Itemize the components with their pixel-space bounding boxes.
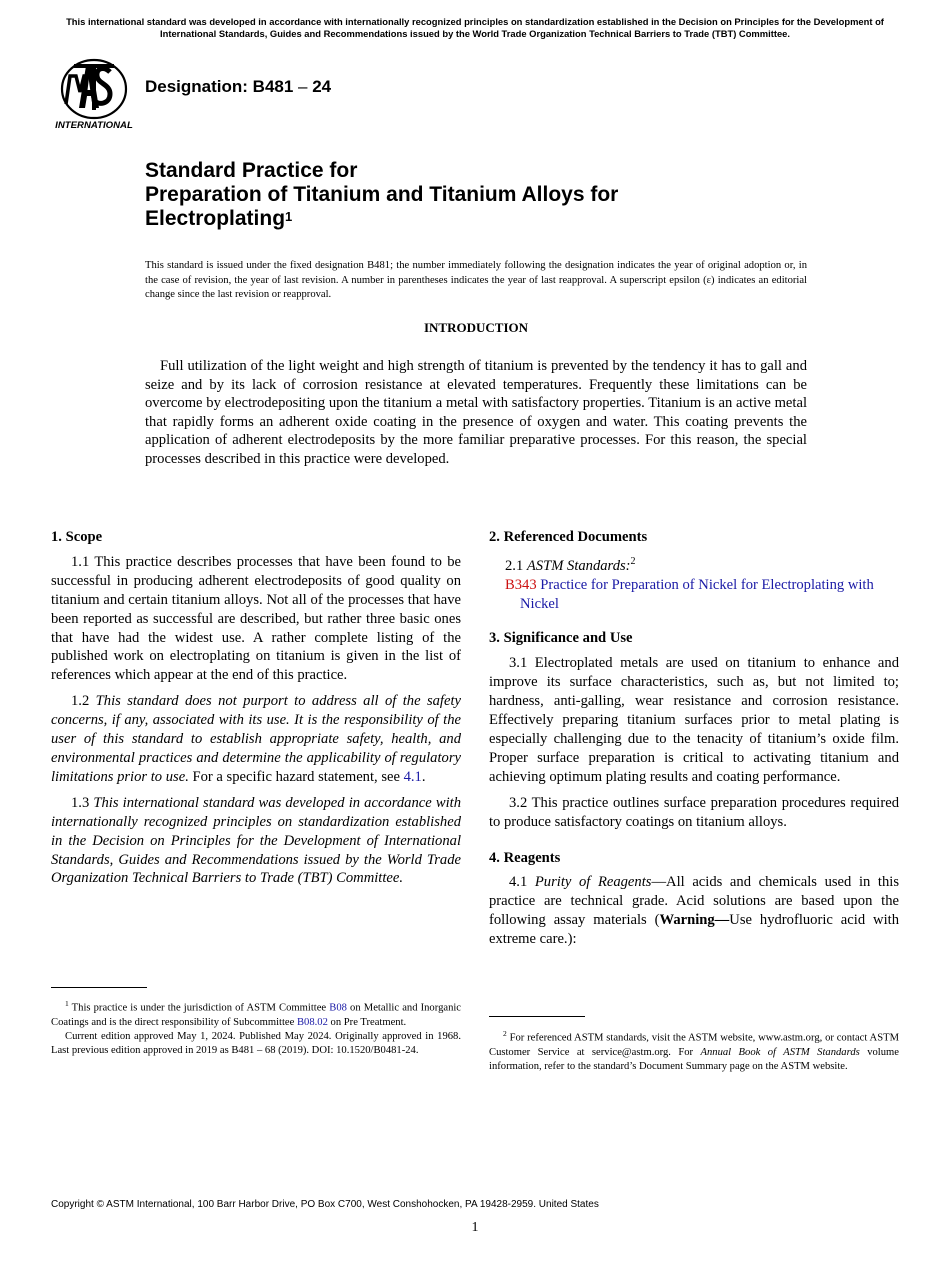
title-line-3: Electroplating$^1$ bbox=[145, 207, 293, 230]
astm-logo-icon bbox=[52, 56, 136, 132]
significance-paragraph-3-1: 3.1 Electroplated metals are used on titanium to enhance and improve its surface characteristics, such as, but not limited to; hardness, anti-galling, wear resistance and corrosion resistance. Effectively preparing titanium surfaces prior to metal plating is especially challenging due to the tenacity of titanium’s oxide film. Proper surface preparation is critical to activating titanium and achieving optimum plating results and coating performance. bbox=[489, 655, 899, 785]
reference-code[interactable]: B343 bbox=[505, 576, 537, 593]
introduction-text: Full utilization of the light weight and high strength of titanium is prevented by the tendency it has to gall and seize and by its lack of corrosion resistance at elevated temperatures. Frequently these limitations can be overcome by electrodepositing upon the titanium a metal with satisfactory properties. Titanium is an active metal that rapidly forms an adherent oxide coating in the presence of oxygen and water. This coating prevents the application of adherent electrodeposits by the more familiar preparative processes. For this reason, the special processes described in this practice were developed. bbox=[145, 358, 807, 467]
page-number: 1 bbox=[471, 1220, 479, 1235]
designation-dash: – bbox=[293, 77, 313, 96]
footnote-2: $^2$ For referenced ASTM standards, visit the ASTM website, www.astm.org, or contact ASTM Customer Service at service@astm.org. For Annual Book of ASTM Standards volume information, refer to the standard’s Document Summary page on the ASTM website. bbox=[489, 1029, 899, 1072]
title-footnote-mark[interactable]: 1 bbox=[285, 209, 293, 224]
section-reagents-heading: 4. Reagents bbox=[489, 849, 561, 866]
issuance-statement: This standard is issued under the fixed designation B481; the number immediately following the designation indicates the year of original adoption or, in the case of revision, the year of last revision. A number in parentheses indicates the year of last reapproval. A superscript epsilon (ε) indicates an editorial change since the last revision or reapproval. bbox=[145, 260, 807, 300]
section-scope-heading: 1. Scope bbox=[51, 529, 103, 545]
right-column bbox=[489, 528, 899, 956]
section-significance-heading: 3. Significance and Use bbox=[489, 630, 633, 647]
astm-standards-lead: 2.1 ASTM Standards:$^2$ bbox=[505, 555, 636, 574]
document-title bbox=[145, 159, 845, 231]
footnote-1 bbox=[51, 997, 461, 1058]
section-referenced-documents-heading: 2. Referenced Documents bbox=[489, 529, 648, 545]
significance-paragraph-3-2: 3.2 This practice outlines surface preparation procedures required to produce satisfactory coatings on titanium alloys. bbox=[489, 794, 899, 830]
introduction-heading: INTRODUCTION bbox=[423, 320, 528, 335]
footnote-2-mark[interactable]: 2 bbox=[630, 555, 636, 567]
reference-item-b343[interactable] bbox=[489, 576, 899, 614]
left-column bbox=[51, 528, 461, 895]
top-notice: This international standard was developed in accordance with internationally recognized principles on standardization established in the Decision on Principles for the Development of International Standards, Guides and Recommendations issued by the World Trade Organization Technical Barriers to Trade (TBT) Committee. bbox=[66, 16, 884, 39]
reagents-paragraph-4-1: 4.1 Purity of Reagents—All acids and chemicals used in this practice are technical grade. Acid solutions are based upon the following assay materials (Warning—Use hydrofluoric acid with extreme care.): bbox=[489, 874, 900, 948]
title-line-2: Preparation of Titanium and Titanium Alloys for bbox=[145, 183, 619, 206]
title-line-1: Standard Practice for bbox=[145, 159, 358, 182]
scope-paragraph-1-2: 1.2 This standard does not purport to address all of the safety concerns, if any, associated with its use. It is the responsibility of the user of this standard to establish appropriate safety, health, and environmental practices and determine the applicability of regulatory limitations prior to use. For a specific hazard statement, see 4.1. bbox=[51, 693, 461, 785]
footnote-1-edition: Current edition approved May 1, 2024. Published May 2024. Originally approved in 1968. Last previous edition approved in 2019 as B481 – 68 (2019). DOI: 10.1520/B0481-24. bbox=[51, 1030, 461, 1057]
scope-paragraph-1-3: 1.3 This international standard was developed in accordance with internationally recognized principles on standardization established in the Decision on Principles for the Development of International Standards, Guides and Recommendations issued by the World Trade Organization Technical Barriers to Trade (TBT) Committee. bbox=[51, 794, 462, 887]
scope-paragraph-1-1: 1.1 This practice describes processes that have been found to be successful in producing adherent electrodeposits of good quality on titanium and certain titanium alloys. Not all of the processes that have been reported as successful are described, but rather three basic ones that have had the widest use. A rather complete listing of the published work on electroplating on titanium is given in the list of references which appear at the end of this practice. bbox=[51, 553, 461, 684]
footnote-rule-left bbox=[51, 987, 147, 988]
hazard-link-4-1[interactable]: 4.1 bbox=[403, 768, 422, 785]
footnote-1-jurisdiction: $^1$ This practice is under the jurisdiction of ASTM Committee B08 on Metallic and Inorganic Coatings and is the direct responsibility of Subcommittee B08.02 on Pre Treatment. bbox=[51, 999, 462, 1028]
designation-label: Designation: B481 bbox=[145, 77, 294, 96]
designation bbox=[145, 77, 331, 97]
logo-wordmark: INTERNATIONAL bbox=[55, 120, 133, 131]
subcommittee-b08-02-link[interactable]: B08.02 bbox=[296, 1016, 328, 1028]
designation-year: 24 bbox=[312, 77, 332, 96]
footnote-rule-right bbox=[489, 1016, 585, 1017]
reference-title[interactable]: Practice for Preparation of Nickel for Electroplating with Nickel bbox=[520, 576, 874, 612]
copyright-line: Copyright © ASTM International, 100 Barr Harbor Drive, PO Box C700, West Conshohocken, PA 19428-2959. United States bbox=[51, 1199, 599, 1210]
committee-b08-link[interactable]: B08 bbox=[329, 1002, 347, 1014]
